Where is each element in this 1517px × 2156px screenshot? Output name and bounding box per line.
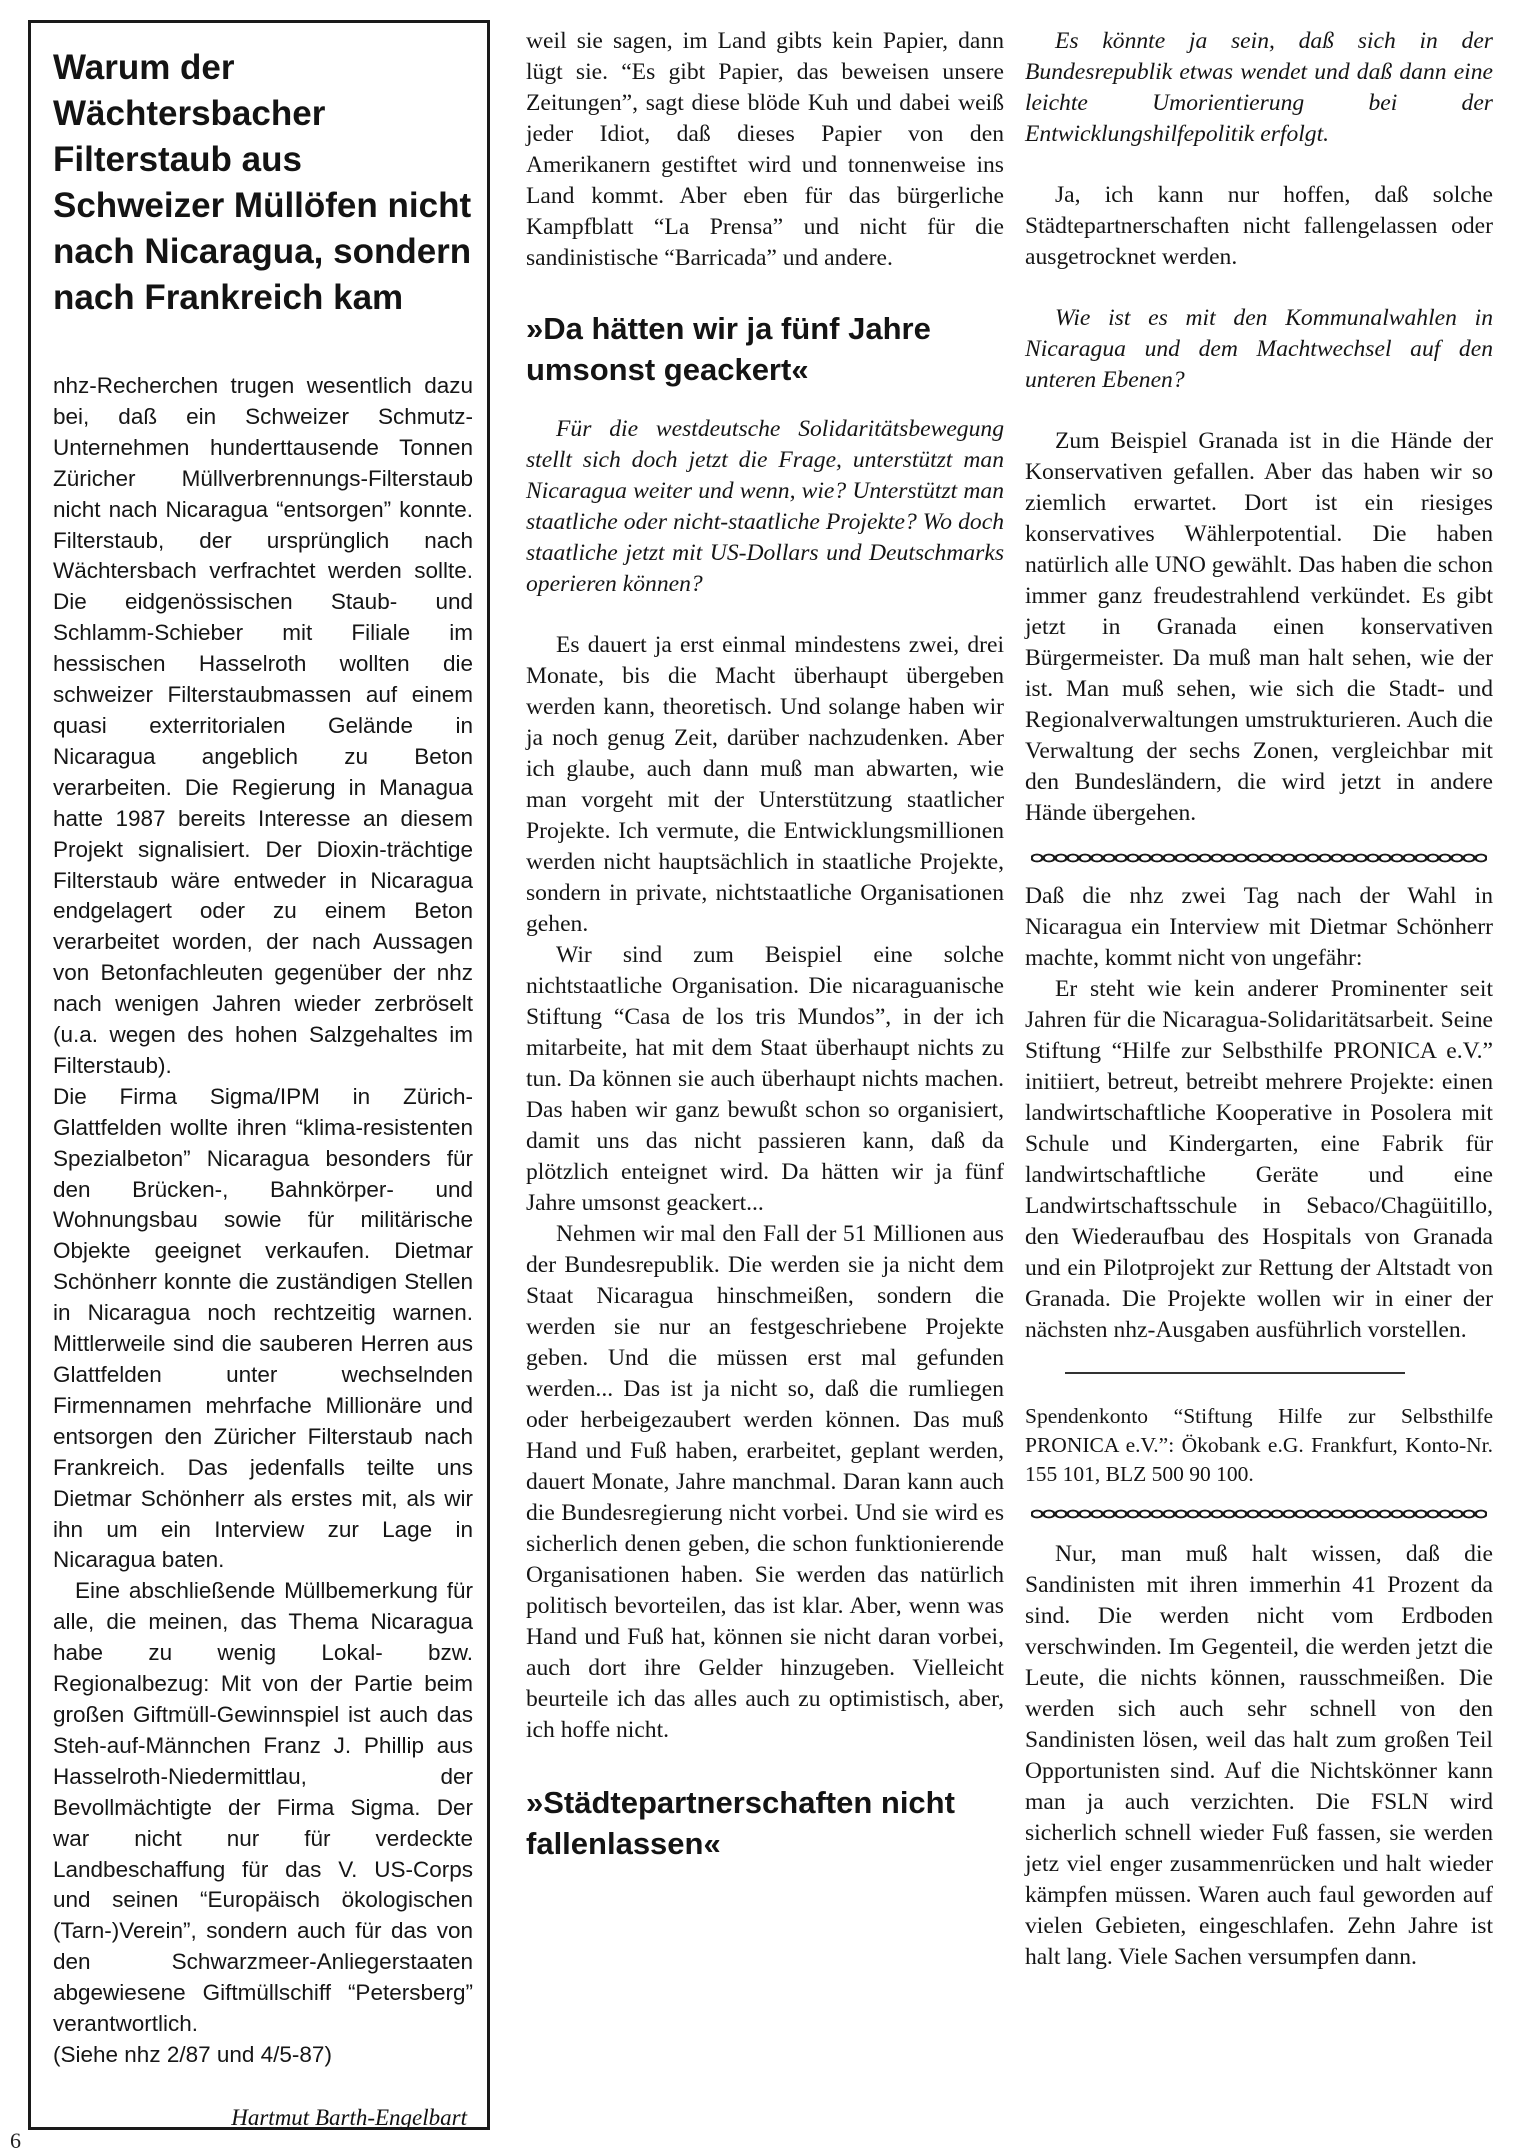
interview-question: Es könnte ja sein, daß sich in der Bundesrepublik etwas wendet und daß dann eine leichte Umorientierung bei der Entwicklungshilfepolitik erfolgt.: [1025, 28, 1493, 147]
box-headline: Warum der Wächtersbacher Filterstaub aus Schweizer Müllöfen nicht nach Nicaragua, sondern nach Frankreich kam: [53, 48, 472, 317]
paragraph: weil sie sagen, im Land gibts kein Papier, dann lügt sie. “Es gibt Papier, das beweisen unsere Zeitungen”, sagt diese blöde Kuh und dabei weiß jeder Idiot, daß dieses Papier von den Amerikanern gestiftet wird und tonnenweise ins Land kommt. Aber eben für das bürgerliche Kampfblatt “La Prensa” und nicht für die sandinistische “Barricada” und andere.: [526, 28, 1004, 271]
author-byline: Hartmut Barth-Engelbart: [231, 2104, 467, 2130]
editor-note: Daß die nhz zwei Tag nach der Wahl in Nicaragua ein Interview mit Dietmar Schönherr machte, kommt nicht von ungefähr:: [1025, 883, 1493, 971]
interview-answer: Zum Beispiel Granada ist in die Hände der Konservativen gefallen. Aber das haben wir so ziemlich erwartet. Dort ist ein riesiges konservatives Wählerpotential. Die haben natürlich alle UNO gewählt. Das haben die schon immer ganz freudestrahlend verkündet. Es gibt jetzt in Granada einen konservativen Bürgermeister. Da muß man halt sehen, wie der ist. Man muß sehen, wie sich die Stadt- und Regionalverwaltungen umstrukturieren. Auch die Verwaltung der sechs Zonen, vergleichbar mit den Bundesländern, die wird jetzt in andere Hände übergehen.: [1025, 428, 1493, 826]
interview-question: Für die westdeutsche Solidaritätsbewegung stellt sich doch jetzt die Frage, unterstützt man Nicaragua weiter und wenn, wie? Unterstützt man staatliche oder nicht-staatliche Projekte? Wo doch staatliche jetzt mit US-Dollars und Deutschmarks operieren können?: [526, 416, 1004, 597]
interview-column-2: [526, 26, 1004, 1864]
box-paragraph: Eine abschließende Müllbemerkung für alle, die meinen, das Thema Nicaragua habe zu wenig Lokal- bzw. Regionalbezug: Mit von der Partie beim großen Giftmüll-Gewinnspiel ist auch das Steh-auf-Männchen Franz J. Phillip aus Hasselroth-Niedermittlau, der Bevollmächtigte der Firma Sigma. Der war nicht nur für verdeckte Landbeschaffung für das V. US-Corps und seinen “Europäisch ökologischen (Tarn-)Verein”, sondern auch für das von den Schwarzmeer-Anliegerstaaten abgewiesene Giftmüllschiff “Petersberg” verantwortlich.: [53, 1578, 473, 2037]
interview-answer: Es dauert ja erst einmal mindestens zwei, drei Monate, bis die Macht überhaupt übergeben werden kann, theoretisch. Und solange haben wir ja noch genug Zeit, darüber nachzudenken. Aber ich glaube, auch dann muß man abwarten, wie man vorgeht mit der Unterstützung staatlicher Projekte. Ich vermute, die Entwicklungsmillionen werden nicht hauptsächlich in staatliche Projekte, sondern in private, nichtstaatliche Organisationen gehen.: [526, 632, 1004, 937]
interview-answer: Ja, ich kann nur hoffen, daß solche Städtepartnerschaften nicht fallengelassen oder ausgetrocknet werden.: [1025, 182, 1493, 270]
divider-rule: [1065, 1372, 1405, 1374]
donation-account: Spendenkonto “Stiftung Hilfe zur Selbsthilfe PRONICA e.V.”: Ökobank e.G. Frankfurt, Konto-Nr. 155 101, BLZ 500 90 100.: [1025, 1404, 1493, 1486]
box-paragraph: nhz-Recherchen trugen wesentlich dazu bei, daß ein Schweizer Schmutz-Unternehmen hunderttausende Tonnen Züricher Müllverbrennungs-Filterstaub nicht nach Nicaragua “entsorgen” konnte. Filterstaub, der ursprünglich nach Wächtersbach verfrachtet werden sollte. Die eidgenössischen Staub- und Schlamm-Schieber mit Filiale im hessischen Hasselroth wollten die schweizer Filterstaubmassen auf einem quasi exterritorialen Gelände in Nicaragua angeblich zu Beton verarbeiten. Die Regierung in Managua hatte 1987 bereits Interesse an diesem Projekt signalisiert. Der Dioxin-trächtige Filterstaub wäre entweder in Nicaragua endgelagert oder zu einem Beton verarbeitet worden, der nach Aussagen von Betonfachleuten gegenüber der nhz nach wenigen Jahren wieder zerbröselt (u.a. wegen des hohen Salzgehaltes im Filterstaub).: [53, 373, 473, 1078]
interview-question: Wie ist es mit den Kommunalwahlen in Nicaragua und dem Machtwechsel auf den unteren Ebenen?: [1025, 305, 1493, 393]
chain-divider: [1031, 1503, 1487, 1525]
editor-note: Er steht wie kein anderer Prominenter seit Jahren für die Nicaragua-Solidaritätsarbeit. Seine Stiftung “Hilfe zur Selbsthilfe PRONICA e.V.” initiiert, betreut, betreibt mehrere Projekte: einen landwirtschaftliche Kooperative in Posolera mit Schule und Kindergarten, eine Fabrik für landwirtschaftliche Geräte und eine Landwirtschaftsschule in Sebaco/Chagüitillo, den Wiederaufbau des Hospitals von Granada und ein Pilotprojekt zur Rettung der Altstadt von Granada. Die Projekte wollen wir in einer der nächsten nhz-Ausgaben ausführlich vorstellen.: [1025, 976, 1493, 1343]
interview-answer: Nehmen wir mal den Fall der 51 Millionen aus der Bundesrepublik. Die werden sie ja nicht dem Staat Nicaragua hinschmeißen, sondern die werden sie nur an festgeschriebene Projekte geben. Und die müssen erst mal gefunden werden... Das ist ja nicht so, daß die rumliegen oder herbeigezaubert werden können. Das muß Hand und Fuß haben, erarbeitet, geplant werden, dauert Monate, Jahre manchmal. Daran kann auch die Bundesregierung nicht vorbei. Und sie wird es sicherlich denen geben, die schon funktionierende Organisationen haben. Sie werden das natürlich politisch bevorteilen, das ist klar. Aber, wenn was Hand und Fuß hat, können sie nicht daran vorbei, auch dort ihre Gelder hinzugeben. Vielleicht beurteile ich das alles auch zu optimistisch, aber, ich hoffe nicht.: [526, 1221, 1004, 1743]
sidebar-box: [28, 20, 490, 2130]
box-reference: (Siehe nhz 2/87 und 4/5-87): [53, 2041, 332, 2067]
interview-answer: Nur, man muß halt wissen, daß die Sandinisten mit ihren immerhin 41 Prozent da sind. Die werden nicht vom Erdboden verschwinden. Im Gegenteil, die werden jetzt die Leute, die nichts können, rausschmeißen. Die werden sich auch sehr schnell von den Sandinisten lösen, weil das halt zum großen Teil Opportunisten sind. Auf die Nichtskönner kann man ja auch verzichten. Die FSLN wird sicherlich schnell wieder Fuß fassen, sie werden jetz viel enger zusammenrücken und halt wieder kämpfen müssen. Waren auch faul geworden auf vielen Gebieten, eingeschlafen. Zehn Jahre ist halt lang. Viele Sachen versumpfen dann.: [1025, 1541, 1493, 1970]
interview-column-3: [1025, 26, 1493, 1973]
subheading: »Da hätten wir ja fünf Jahre umsonst geackert«: [526, 311, 931, 387]
box-paragraph: Die Firma Sigma/IPM in Zürich-Glattfelden wollte ihren “klima-resistenten Spezialbeton” Nicaragua besonders für den Brücken-, Bahnkörper- und Wohnungsbau sowie für militärische Objekte geeignet verkaufen. Dietmar Schönherr konnte die zuständigen Stellen in Nicaragua noch rechtzeitig warnen. Mittlerweile sind die sauberen Herren aus Glattfelden unter wechselnden Firmennamen mehrfache Millionäre und entsorgen den Züricher Filterstaub nach Frankreich. Das jedenfalls teilte uns Dietmar Schönherr als erstes mit, als wir ihn um ein Interview zur Lage in Nicaragua baten.: [53, 1083, 473, 1573]
page-number: 6: [10, 2128, 21, 2153]
interview-answer: Wir sind zum Beispiel eine solche nichtstaatliche Organisation. Die nicaraguanische Stiftung “Casa de los tris Mundos”, in der ich mitarbeite, hat mit dem Staat überhaupt nichts zu tun. Da können sie auch überhaupt nichts machen. Das haben wir ganz bewußt schon so organisiert, damit uns das nicht passieren kann, daß da plötzlich enteignet wird. Da hätten wir ja fünf Jahre umsonst geackert...: [526, 942, 1004, 1216]
box-article: [53, 371, 473, 2071]
chain-divider: [1031, 847, 1487, 869]
subheading: »Städtepartnerschaften nicht fallenlassen«: [526, 1785, 955, 1861]
